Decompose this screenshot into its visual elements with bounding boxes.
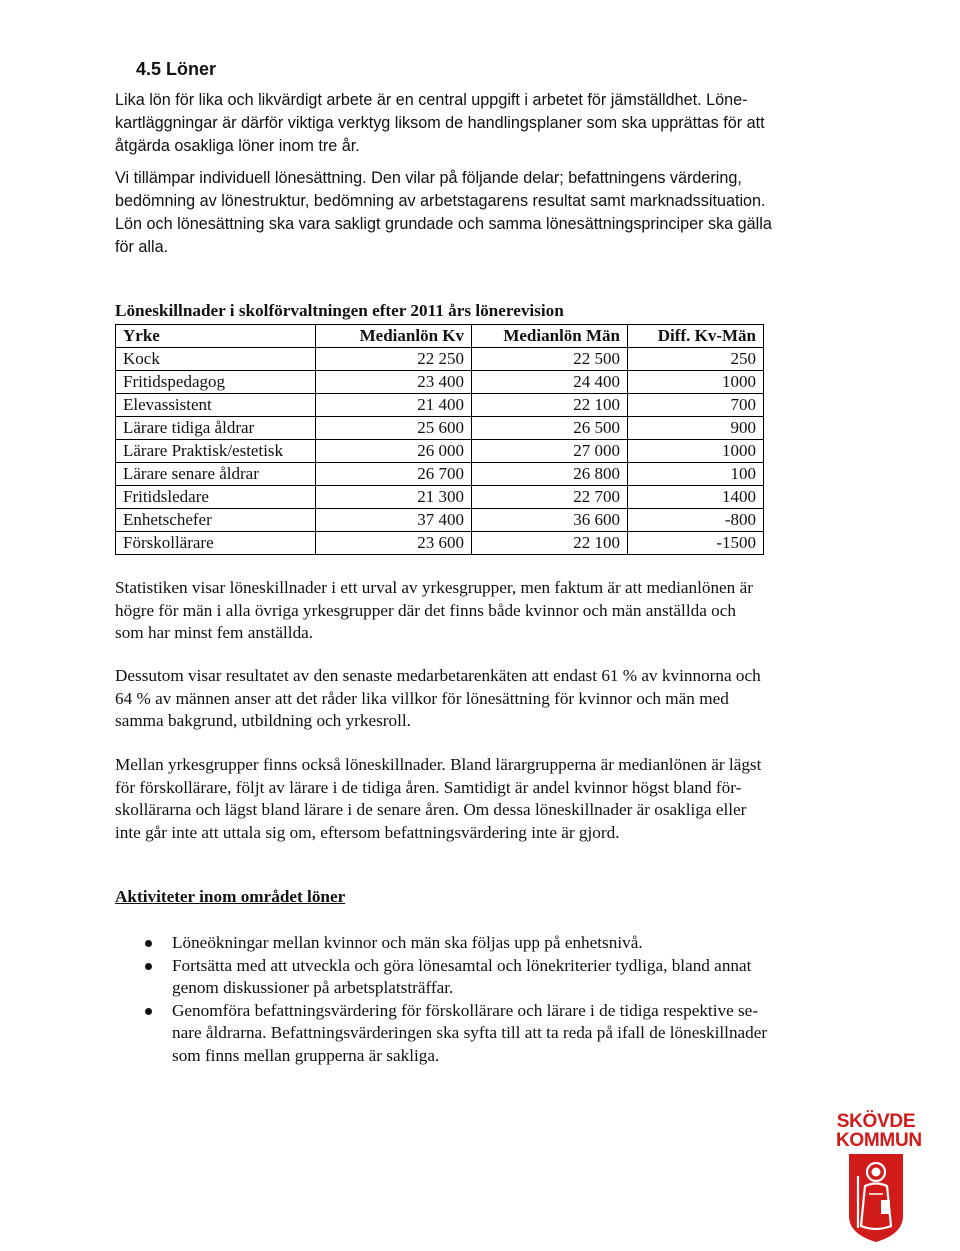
- table-header-row: [116, 325, 764, 348]
- text-line: för alla.: [115, 238, 169, 256]
- text-line: samma bakgrund, utbildning och yrkesroll.: [115, 711, 411, 731]
- bullet-icon: [145, 940, 152, 947]
- list-item: [115, 955, 855, 1000]
- table-cell: 250: [628, 348, 764, 371]
- table-cell: Enhetschefer: [116, 509, 316, 532]
- list-item: [115, 1000, 855, 1068]
- text-line: som finns mellan grupperna är sakliga.: [172, 1045, 440, 1065]
- table-cell: 26 800: [472, 463, 628, 486]
- table-cell: 700: [628, 394, 764, 417]
- table-cell: 25 600: [316, 417, 472, 440]
- text-line: åtgärda osakliga löner inom tre år.: [115, 137, 360, 155]
- text-line: 64 % av männen anser att det råder lika villkor för lönesättning för kvinnor och män med: [115, 688, 729, 708]
- table-row: [116, 463, 764, 486]
- activities-list: [115, 932, 855, 1068]
- bullet-icon: [145, 963, 152, 970]
- intro-paragraph: [115, 89, 835, 158]
- table-cell: 26 700: [316, 463, 472, 486]
- logo-line-2: KOMMUN: [836, 1130, 922, 1151]
- table-cell: 21 300: [316, 486, 472, 509]
- table-row: [116, 532, 764, 555]
- table-title: Löneskillnader i skolförvaltningen efter 2011 års lönerevision: [115, 301, 564, 320]
- text-line: Vi tillämpar individuell lönesättning. Den vilar på följande delar; befattningens värdering,: [115, 169, 742, 187]
- table-cell: 100: [628, 463, 764, 486]
- text-line: skollärarna och lägst bland lärare i de senare åren. Om dessa löneskillnader är osakliga eller: [115, 800, 747, 820]
- text-line: inte går inte att uttala sig om, eftersom befattningsvärdering inte är gjord.: [115, 822, 620, 842]
- table-cell: Fritidspedagog: [116, 371, 316, 394]
- table-cell: 23 600: [316, 532, 472, 555]
- salary-table: [115, 324, 764, 555]
- table-row: [116, 348, 764, 371]
- text-line: Fortsätta med att utveckla och göra lönesamtal och lönekriterier tydliga, bland annat: [172, 955, 752, 975]
- activities-heading: Aktiviteter inom området löner: [115, 887, 346, 906]
- table-cell: 22 700: [472, 486, 628, 509]
- column-header: Diff. Kv-Män: [628, 325, 764, 348]
- table-cell: Lärare senare åldrar: [116, 463, 316, 486]
- section-heading: 4.5 Löner: [136, 59, 217, 79]
- column-header: Medianlön Män: [472, 325, 628, 348]
- table-cell: 22 500: [472, 348, 628, 371]
- logo-line-1: SKÖVDE: [836, 1111, 916, 1132]
- table-cell: Lärare tidiga åldrar: [116, 417, 316, 440]
- text-line: högre för män i alla övriga yrkesgrupper där det finns både kvinnor och män anställda och: [115, 600, 736, 620]
- text-line: bedömning av lönestruktur, bedömning av arbetstagarens resultat samt marknadssituation.: [115, 192, 766, 210]
- table-cell: 22 250: [316, 348, 472, 371]
- bullet-icon: [145, 1008, 152, 1015]
- table-cell: 26 000: [316, 440, 472, 463]
- table-cell: Förskollärare: [116, 532, 316, 555]
- table-cell: 36 600: [472, 509, 628, 532]
- table-cell: 23 400: [316, 371, 472, 394]
- survey-paragraph: [115, 665, 855, 733]
- table-cell: -1500: [628, 532, 764, 555]
- table-cell: Elevassistent: [116, 394, 316, 417]
- table-cell: Lärare Praktisk/estetisk: [116, 440, 316, 463]
- table-cell: Kock: [116, 348, 316, 371]
- text-line: Löneökningar mellan kvinnor och män ska följas upp på enhetsnivå.: [172, 933, 643, 952]
- text-line: nare åldrarna. Befattningsvärderingen ska syfta till att ta reda på ifall de löneskillnader: [172, 1023, 768, 1043]
- table-cell: 22 100: [472, 532, 628, 555]
- saint-figure-icon: [845, 1154, 907, 1242]
- text-line: kartläggningar är därför viktiga verktyg liksom de handlingsplaner som ska upprättas för att: [115, 114, 765, 132]
- text-line: Lika lön för lika och likvärdigt arbete är en central uppgift i arbetet för jämställdhet. Löne-: [115, 91, 748, 109]
- occupational-paragraph: [115, 754, 855, 844]
- text-line: Statistiken visar löneskillnader i ett urval av yrkesgrupper, men faktum är att medianlönen är: [115, 578, 753, 597]
- table-row: [116, 509, 764, 532]
- table-cell: 27 000: [472, 440, 628, 463]
- column-header: Yrke: [116, 325, 316, 348]
- text-line: Lön och lönesättning ska vara sakligt grundade och samma lönesättningsprinciper ska gälla: [115, 215, 772, 233]
- table-cell: 26 500: [472, 417, 628, 440]
- table-cell: 21 400: [316, 394, 472, 417]
- skovde-kommun-logo: [836, 1111, 922, 1242]
- text-line: genom diskussioner på arbetsplatsträffar.: [172, 978, 454, 998]
- table-cell: Fritidsledare: [116, 486, 316, 509]
- table-row: [116, 417, 764, 440]
- statistics-paragraph: [115, 577, 855, 645]
- table-cell: 1400: [628, 486, 764, 509]
- table-row: [116, 440, 764, 463]
- table-row: [116, 486, 764, 509]
- table-cell: 900: [628, 417, 764, 440]
- column-header: Medianlön Kv: [316, 325, 472, 348]
- text-line: Genomföra befattningsvärdering för förskollärare och lärare i de tidiga respektive se-: [172, 1000, 759, 1020]
- table-cell: 1000: [628, 371, 764, 394]
- table-cell: 1000: [628, 440, 764, 463]
- text-line: som har minst fem anställda.: [115, 623, 314, 643]
- table-cell: 24 400: [472, 371, 628, 394]
- list-item: [115, 932, 855, 955]
- table-cell: 37 400: [316, 509, 472, 532]
- text-line: Dessutom visar resultatet av den senaste medarbetarenkäten att endast 61 % av kvinnorna och: [115, 666, 761, 685]
- text-line: Mellan yrkesgrupper finns också löneskillnader. Bland lärargrupperna är medianlönen är lägst: [115, 755, 762, 774]
- method-paragraph: [115, 167, 835, 259]
- table-row: [116, 394, 764, 417]
- table-cell: -800: [628, 509, 764, 532]
- table-row: [116, 371, 764, 394]
- table-cell: 22 100: [472, 394, 628, 417]
- text-line: för förskollärare, följt av lärare i de tidiga åren. Samtidigt är andel kvinnor högst bland för-: [115, 777, 742, 797]
